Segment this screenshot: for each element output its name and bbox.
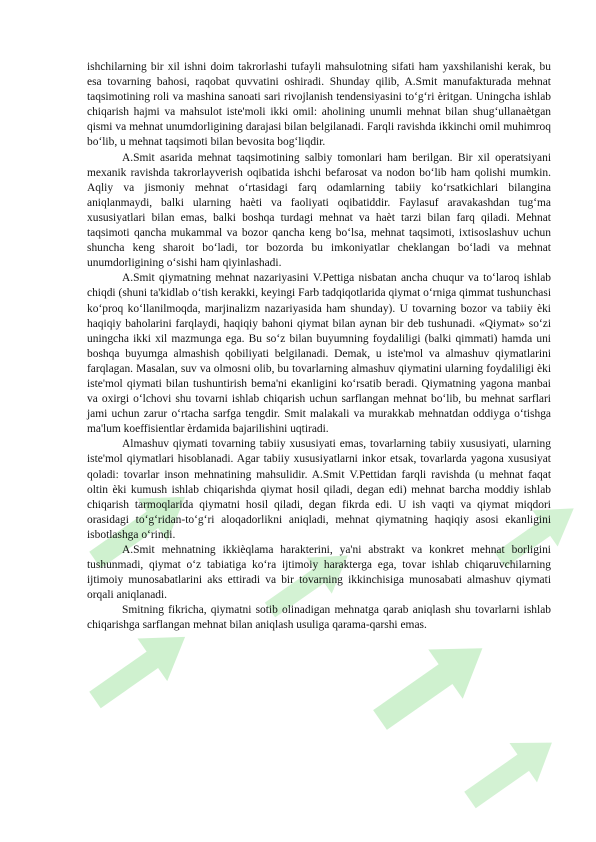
paragraph-1: ishchilarning bir xil ishni doim takrorlashi tufayli mahsulotning sifati ham yaxshilanishi kerak, bu esa tovarning bahosi, raqobat quvvatini oshiradi. Shunday qilib, A.Smit manufakturada mehnat taqsimotining roli va mashina sanoati sari rivojlanish tendensiyasini to‘g‘ri èritgan. Uningcha ishlab chiqarish hajmi va mahsulot iste'moli ikki omil: aholining unumli mehnat bilan shug‘ullanaètgan qismi va mehnat unumdorligining darajasi bilan belgilanadi. Farqli ravishda ikkinchi omil muhimroq bo‘lib, u mehnat taqsimoti bilan bevosita bog‘liqdir. — [87, 61, 551, 149]
paragraph-4: Almashuv qiymati tovarning tabiiy xususiyati emas, tovarlarning tabiiy xususiyati, ularning iste'mol qiymatlari hisoblanadi. Agar tabiiy xususiyatlarni inkor etsak, tovarlarda yagona xususiyat qoladi: tovarlar inson mehnatining mahsulidir. A.Smit V.Pettidan farqli ravishda (u mehnat faqat oltin èki kumush ishlab chiqarishda qiymat hosil qiladi, degan edi) mehnat barcha moddiy ishlab chiqarish tarmoqlarida qiymatni hosil qiladi, degan fikrda edi. U ish vaqti va qiymat miqdori orasidagi to‘g‘ridan-to‘g‘ri aloqadorlikni aniqladi, mehnat qiymatning haqiqiy asosi ekanligini isbotlashga o‘rindi. — [87, 438, 551, 541]
paragraph-5: A.Smit mehnatning ikkièqlama harakterini, ya'ni abstrakt va konkret mehnat borligini tushunmadi, qiymat o‘z tabiatiga ko‘ra ijtimoiy harakterga ega, tovar ishlab chiqaruvchilarning ijtimoiy munosabatlarini aks ettiradi va bir tovarning ikkinchisiga munosabati almashuv qiymati orqali aniqlanadi. — [87, 544, 551, 602]
paragraph-3: A.Smit qiymatning mehnat nazariyasini V.Pettiga nisbatan ancha chuqur va to‘laroq ishlab chiqdi (shuni ta'kidlab o‘tish kerakki, keyingi Farb tadqiqotlarida qiymat o‘rniga qimmat tushunchasi ko‘proq ko‘llanilmoqda, marjinalizm nazariyasida ham shunday). U tovarning bozor va tabiiy èki haqiqiy baholarini farqlaydi, haqiqiy bahoni qiymat bilan aynan bir deb tushunadi. «Qiymat» so‘zi uningcha ikki xil mazmunga ega. Bu so‘z bilan buyumning foydaliligi (balki qimmati) hamda uni boshqa buyumga almashish qobiliyati belgilanadi. Demak, u iste'mol va almashuv qiymatlarini farqlagan. Masalan, suv va olmosni olib, bu tovarlarning almashuv qiymatini ularning foydaliligi èki iste'mol qiymati bilan tushuntirish bema'ni ekanligini ko‘rsatib beradi. Qiymatning yagona manbai va oxirgi o‘lchovi shu tovarni ishlab chiqarish uchun sarflangan mehnat bo‘lib, bu mehnat sarflari jami uchun zarur o‘rtacha sarfga tengdir. Smit malakali va murakkab mehnatdan oddiyga o‘tishga ma'lum koeffisientlar èrdamida bajarilishini uqtiradi. — [87, 272, 551, 436]
body-text — [87, 60, 551, 634]
paragraph-6: Smitning fikricha, qiymatni sotib olinadigan mehnatga qarab aniqlash shu tovarlarni ishlab chiqarishga sarflangan mehnat bilan aniqlash usuliga qarama-qarshi emas. — [87, 604, 551, 632]
paragraph-2: A.Smit asarida mehnat taqsimotining salbiy tomonlari ham berilgan. Bir xil operatsiyani mexanik ravishda takrorlayverish oqibatida ishchi befarosat va nodon bo‘lib ham qolishi mumkin. Aqliy va jismoniy mehnat o‘rtasidagi farq odamlarning tabiiy ko‘rsatkichlari bilangina aniqlanmaydi, balki ularning haèti va faoliyati oqibatiddir. Faylasuf aravakashdan tug‘ma xususiyatlari bilan emas, balki boshqa turdagi mehnat va haèt tarzi bilan farq qiladi. Mehnat taqsimoti qancha mukammal va bozor qancha keng bo‘lsa, mehnat taqsimoti, ixtisoslashuv uchun shuncha keng sharoit bo‘ladi, tor bozorda bu imkoniyatlar cheklangan bo‘ladi va mehnat unumdorligining o‘sishi ham qiyinlashadi. — [87, 151, 551, 270]
